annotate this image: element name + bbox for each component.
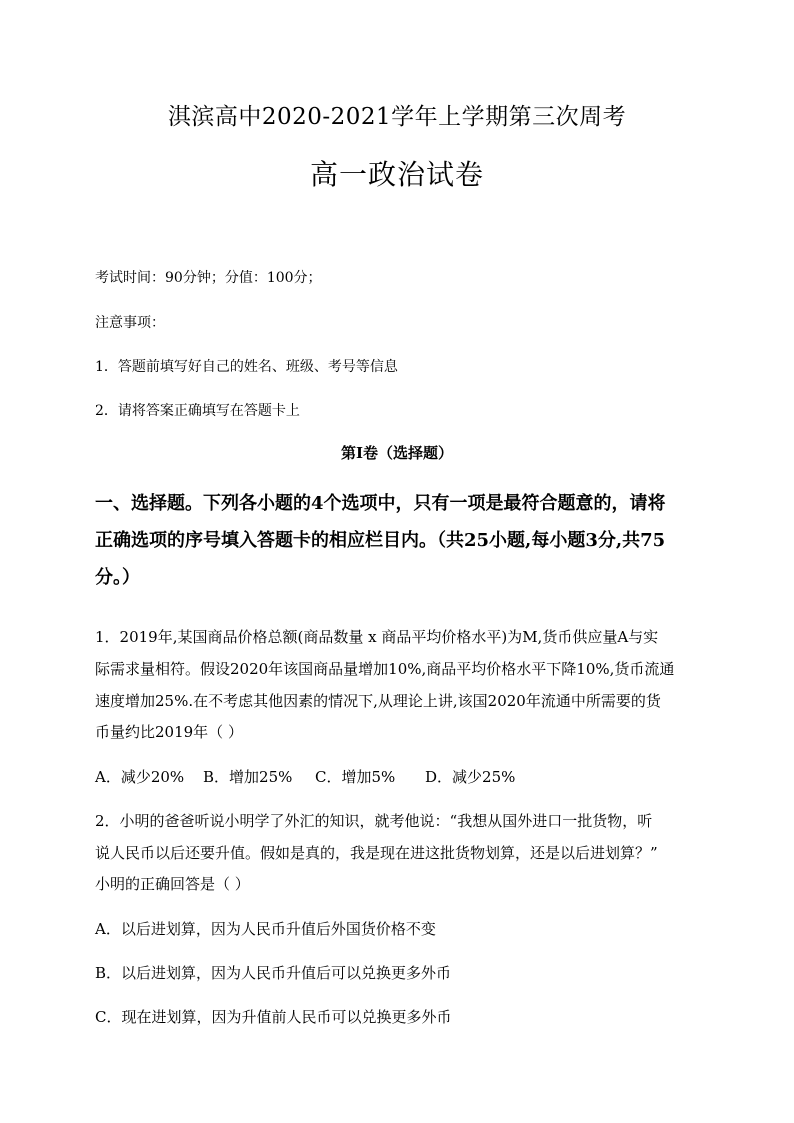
note-item-1: 1．答题前填写好自己的姓名、班级、考号等信息 (95, 359, 398, 375)
question-1-stem-line: 际需求量相符。假设2020年该国商品量增加10%,商品平均价格水平下降10%,货币流通 (95, 660, 675, 678)
notes-title: 注意事项： (95, 315, 165, 331)
question-2-stem-line: 2．小明的爸爸听说小明学了外汇的知识，就考他说：“我想从国外进口一批货物，听 (95, 812, 653, 830)
question-1-option-c: C．增加5% (315, 768, 396, 786)
question-1-option-d: D．减少25% (425, 768, 516, 786)
instruction-line: 正确选项的序号填入答题卡的相应栏目内。（共25小题,每小题3分,共75 (95, 530, 666, 551)
question-1-option-a: A．减少20% (95, 768, 185, 786)
question-2-stem-line: 小明的正确回答是（ ） (95, 875, 250, 893)
question-2-option-c: C．现在进划算，因为升值前人民币可以兑换更多外币 (95, 1008, 452, 1026)
exam-time-score: 考试时间：90分钟；分值：100分； (95, 270, 322, 286)
instruction-line: 一、选择题。下列各小题的4个选项中，只有一项是最符合题意的，请将 (95, 493, 666, 514)
question-1-stem-line: 币量约比2019年（ ） (95, 723, 243, 741)
question-2-option-b: B．以后进划算，因为人民币升值后可以兑换更多外币 (95, 964, 452, 982)
exam-subtitle: 高一政治试卷 (309, 158, 484, 191)
question-1-options (95, 766, 515, 787)
question-2-option-a: A．以后进划算，因为人民币升值后外国货价格不变 (95, 920, 436, 938)
question-1-stem-line: 速度增加25%.在不考虑其他因素的情况下,从理论上讲,该国2020年流通中所需要的货 (95, 692, 661, 710)
question-1-option-b: B．增加25% (203, 768, 293, 786)
exam-title: 淇滨高中2020-2021学年上学期第三次周考 (167, 104, 627, 130)
question-1-stem-line: 1．2019年,某国商品价格总额(商品数量 x 商品平均价格水平)为M,货币供应量A与实 (95, 628, 659, 646)
instruction-line: 分。） (95, 567, 140, 588)
question-2-stem-line: 说人民币以后还要升值。假如是真的，我是现在进这批货物划算，还是以后进划算？” (95, 844, 658, 862)
note-item-2: 2．请将答案正确填写在答题卡上 (95, 403, 300, 419)
section-heading: 第I卷（选择题） (340, 444, 454, 462)
section-instruction (95, 485, 715, 596)
